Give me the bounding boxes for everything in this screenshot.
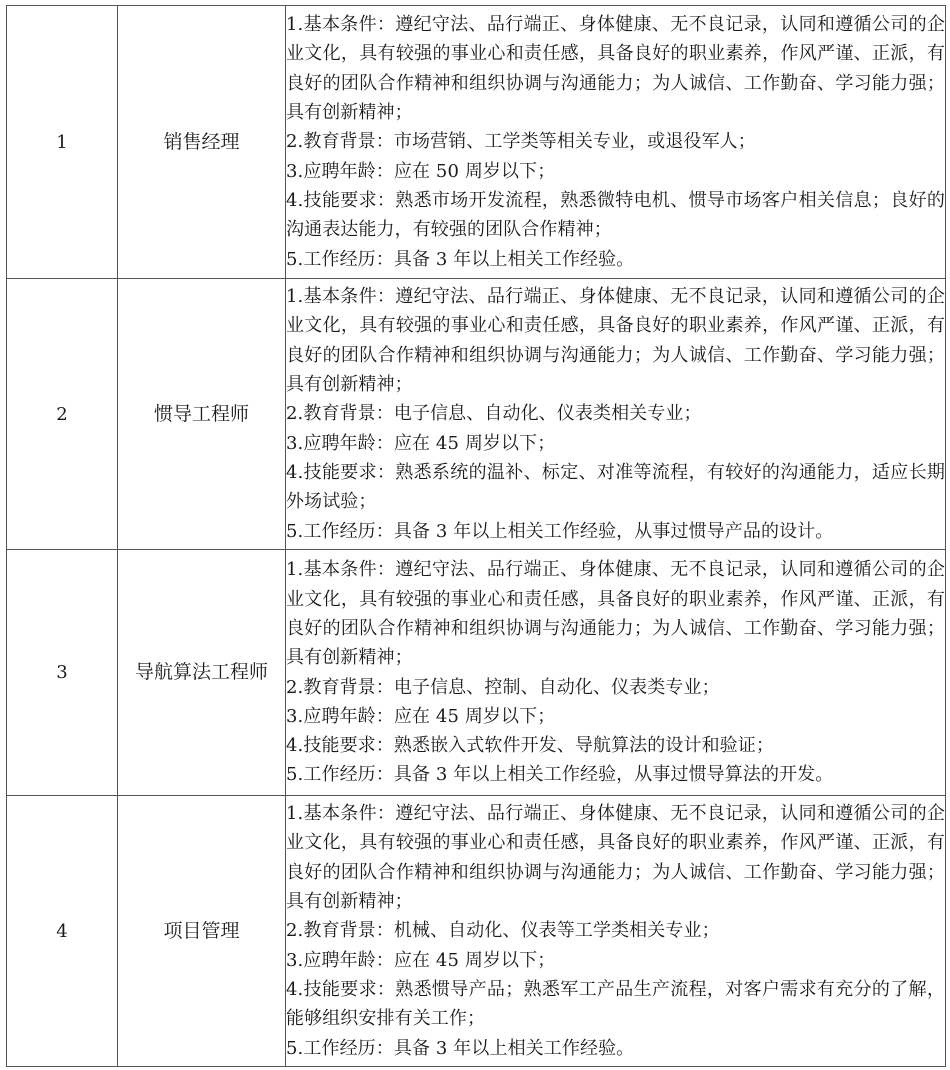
requirements-cell (286, 279, 946, 550)
requirement-education: 2.教育背景：电子信息、控制、自动化、仪表类专业； (286, 676, 720, 698)
row-number: 3 (7, 550, 118, 796)
requirement-skills: 4.技能要求：熟悉系统的温补、标定、对准等流程，有较好的沟通能力，适应长期外场试验； (286, 461, 945, 513)
requirement-education: 2.教育背景：机械、自动化、仪表等工学类相关专业； (286, 920, 720, 942)
table-row (7, 6, 946, 279)
row-number: 4 (7, 796, 118, 1067)
table-row (7, 550, 946, 796)
requirement-skills: 4.技能要求：熟悉惯导产品；熟悉军工产品生产流程，对客户需求有充分的了解，能够组织安排有关工作； (286, 978, 945, 1030)
requirement-skills: 4.技能要求：熟悉嵌入式软件开发、导航算法的设计和验证； (286, 735, 774, 757)
requirements-cell (286, 796, 946, 1067)
requirements-cell (286, 550, 946, 796)
requirement-basic: 1.基本条件：遵纪守法、品行端正、身体健康、无不良记录，认同和遵循公司的企业文化，具有较强的事业心和责任感，具备良好的职业素养，作风严谨、正派，有良好的团队合作精神和组织协调与沟通能力；为人诚信、工作勤奋、学习能力强；具有创新精神； (286, 803, 945, 913)
job-requirements-table (6, 5, 946, 1067)
requirement-basic: 1.基本条件：遵纪守法、品行端正、身体健康、无不良记录，认同和遵循公司的企业文化，具有较强的事业心和责任感，具备良好的职业素养，作风严谨、正派，有良好的团队合作精神和组织协调与沟通能力；为人诚信、工作勤奋、学习能力强；具有创新精神； (286, 559, 945, 669)
position-title: 销售经理 (118, 6, 286, 279)
requirement-age: 3.应聘年龄：应在 50 周岁以下； (286, 160, 556, 182)
requirement-experience: 5.工作经历：具备 3 年以上相关工作经验。 (286, 248, 635, 270)
requirement-experience: 5.工作经历：具备 3 年以上相关工作经验，从事过惯导算法的开发。 (286, 764, 834, 786)
row-number: 1 (7, 6, 118, 279)
requirement-education: 2.教育背景：市场营销、工学类等相关专业，或退役军人； (286, 131, 756, 153)
position-title: 导航算法工程师 (118, 550, 286, 796)
requirements-cell (286, 6, 946, 279)
table-row (7, 796, 946, 1067)
table-row (7, 279, 946, 550)
requirement-experience: 5.工作经历：具备 3 年以上相关工作经验，从事过惯导产品的设计。 (286, 520, 834, 542)
position-title: 惯导工程师 (118, 279, 286, 550)
row-number: 2 (7, 279, 118, 550)
requirement-experience: 5.工作经历：具备 3 年以上相关工作经验。 (286, 1037, 635, 1059)
requirement-basic: 1.基本条件：遵纪守法、品行端正、身体健康、无不良记录，认同和遵循公司的企业文化，具有较强的事业心和责任感，具备良好的职业素养，作风严谨、正派，有良好的团队合作精神和组织协调与沟通能力；为人诚信、工作勤奋、学习能力强；具有创新精神； (286, 14, 945, 124)
requirement-age: 3.应聘年龄：应在 45 周岁以下； (286, 432, 556, 454)
requirement-age: 3.应聘年龄：应在 45 周岁以下； (286, 949, 556, 971)
requirement-basic: 1.基本条件：遵纪守法、品行端正、身体健康、无不良记录，认同和遵循公司的企业文化，具有较强的事业心和责任感，具备良好的职业素养，作风严谨、正派，有良好的团队合作精神和组织协调与沟通能力；为人诚信、工作勤奋、学习能力强；具有创新精神； (286, 286, 945, 396)
requirement-skills: 4.技能要求：熟悉市场开发流程，熟悉微特电机、惯导市场客户相关信息；良好的沟通表达能力，有较强的团队合作精神； (286, 189, 945, 241)
requirement-age: 3.应聘年龄：应在 45 周岁以下； (286, 705, 556, 727)
requirement-education: 2.教育背景：电子信息、自动化、仪表类相关专业； (286, 403, 702, 425)
position-title: 项目管理 (118, 796, 286, 1067)
